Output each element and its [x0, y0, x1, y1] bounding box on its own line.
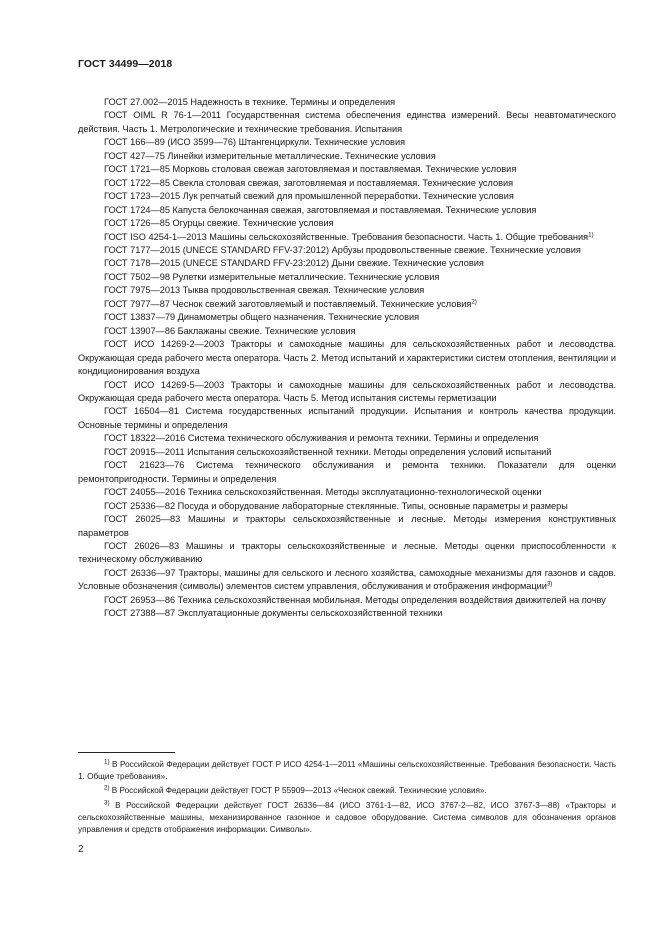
reference-item: ГОСТ 13837—79 Динамометры общего назначения. Технические условия — [104, 312, 420, 323]
footnote-text: В Российской Федерации действует ГОСТ 26336—84 (ИСО 3761-1—82, ИСО 3767-2—82, ИСО 3767-3—88) «Тракторы и сельскохозяйственные машины, механизированное газонное и садовое оборудование. Система символов для обозначения органов управления и средств отображения информации. Символы». — [78, 800, 616, 834]
reference-item: ГОСТ 24055—2016 Техника сельскохозяйственная. Методы эксплуатационно-технологической оценки — [104, 487, 542, 498]
reference-item: ГОСТ 7177—2015 (UNECE STANDARD FFV-37:2012) Арбузы продовольственные свежие. Технические условия — [104, 244, 581, 255]
footnote — [78, 759, 616, 783]
reference-item: ГОСТ 20915—2011 Испытания сельскохозяйственной техники. Методы определения условий испытаний — [104, 446, 552, 457]
page-number: 2 — [78, 844, 84, 855]
reference-item: ГОСТ OIML R 76-1—2011 Государственная система обеспечения единства измерений. Весы неавтоматического действия. Часть 1. Метрологические и технические требования. Испытания — [78, 110, 616, 134]
standard-header: ГОСТ 34499—2018 — [78, 59, 173, 70]
reference-item: ГОСТ 27.002—2015 Надежность в технике. Термины и определения — [104, 97, 396, 107]
reference-item-with-footnote — [78, 298, 616, 311]
reference-item: ГОСТ 166—89 (ИСО 3599—76) Штангенциркули. Технические условия — [104, 137, 406, 148]
reference-item: ГОСТ ИСО 14269-2—2003 Тракторы и самоходные машины для сельскохозяйственных работ и лесоводства. Окружающая среда рабочего места оператора. Часть 2. Метод испытаний и характеристики систем отопления, вентиляции и кондиционирования воздуха — [78, 339, 616, 377]
footnote-text: В Российской Федерации действует ГОСТ Р ИСО 4254-1—2011 «Машины сельскохозяйственные. Требования безопасности. Часть 1. Общие требования». — [78, 760, 616, 781]
reference-item: ГОСТ 1722—85 Свекла столовая свежая, заготовляемая и поставляемая. Технические условия — [104, 177, 514, 188]
reference-item: ГОСТ 1726—85 Огурцы свежие. Технические условия — [104, 218, 334, 229]
reference-item: ГОСТ 26025—83 Машины и тракторы сельскохозяйственные и лесные. Методы измерения конструктивных параметров — [78, 514, 616, 538]
reference-item: ГОСТ 7975—2013 Тыква продовольственная свежая. Технические условия — [104, 285, 425, 296]
footnote-number: 2) — [104, 784, 110, 792]
footnote-mark: 2) — [471, 298, 477, 306]
footnote-text: В Российской Федерации действует ГОСТ Р 55909—2013 «Чеснок свежий. Технические условия». — [111, 786, 487, 796]
footnote — [78, 785, 616, 797]
reference-item: ГОСТ ИСО 14269-5—2003 Тракторы и самоходные машины для сельскохозяйственных работ и лесоводства. Окружающая среда рабочего места оператора. Часть 5. Метод испытания системы герметизации — [78, 379, 616, 403]
reference-text: ГОСТ 26336—97 Тракторы, машины для сельского и лесного хозяйства, самоходные механизмы для газонов и садов. Условные обозначения (символы) элементов систем управления, обслуживания и отображения информации — [78, 567, 616, 592]
footnote-divider — [78, 752, 175, 753]
reference-item: ГОСТ 7178—2015 (UNECE STANDARD FFV-23:2012) Дыни свежие. Технические условия — [104, 258, 484, 269]
reference-item: ГОСТ 427—75 Линейки измерительные металлические. Технические условия — [104, 150, 436, 161]
footnotes — [78, 759, 616, 838]
reference-item: ГОСТ 1721—85 Морковь столовая свежая заготовляемая и поставляемая. Технические условия — [104, 164, 517, 175]
reference-item-with-footnote — [78, 231, 616, 244]
reference-text: ГОСТ 7977—87 Чеснок свежий заготовляемый и поставляемый. Технические условия — [104, 298, 472, 309]
reference-item-with-footnote — [78, 567, 616, 594]
reference-item: ГОСТ 26026—83 Машины и тракторы сельскохозяйственные и лесные. Методы оценки приспособленности к техническому обслуживанию — [78, 540, 616, 565]
reference-item: ГОСТ 7502—98 Рулетки измерительные металлические. Технические условия — [104, 271, 440, 282]
reference-text: ГОСТ ISO 4254-1—2013 Машины сельскохозяйственные. Требования безопасности. Часть 1. Общие требования — [104, 231, 589, 242]
reference-item: ГОСТ 18322—2016 Система технического обслуживания и ремонта техники. Термины и определения — [104, 433, 539, 444]
footnote — [78, 800, 616, 836]
reference-item: ГОСТ 21623—76 Система технического обслуживания и ремонта техники. Показатели для оценки ремонтопригодности. Термины и определения — [78, 460, 616, 484]
footnote-number: 3) — [104, 799, 110, 807]
reference-item: ГОСТ 1723—2015 Лук репчатый свежий для промышленной переработки. Технические условия — [104, 191, 514, 202]
normative-references — [78, 96, 616, 621]
footnote-mark: 1) — [588, 230, 594, 238]
reference-item: ГОСТ 27388—87 Эксплуатационные документы сельскохозяйственной техники — [104, 608, 443, 619]
reference-item: ГОСТ 13907—86 Баклажаны свежие. Технические условия — [104, 325, 356, 336]
footnote-mark: 3) — [546, 580, 553, 588]
reference-item: ГОСТ 16504—81 Система государственных испытаний продукции. Испытания и контроль качества продукции. Основные термины и определения — [78, 406, 616, 430]
reference-item: ГОСТ 26953—86 Техника сельскохозяйственная мобильная. Методы определения воздействия движителей на почву — [104, 594, 606, 605]
footnote-number: 1) — [104, 758, 110, 766]
reference-item: ГОСТ 1724—85 Капуста белокочанная свежая, заготовляемая и поставляемая. Технические условия — [104, 204, 537, 215]
reference-item: ГОСТ 25336—82 Посуда и оборудование лабораторные стеклянные. Типы, основные параметры и размеры — [104, 500, 568, 511]
